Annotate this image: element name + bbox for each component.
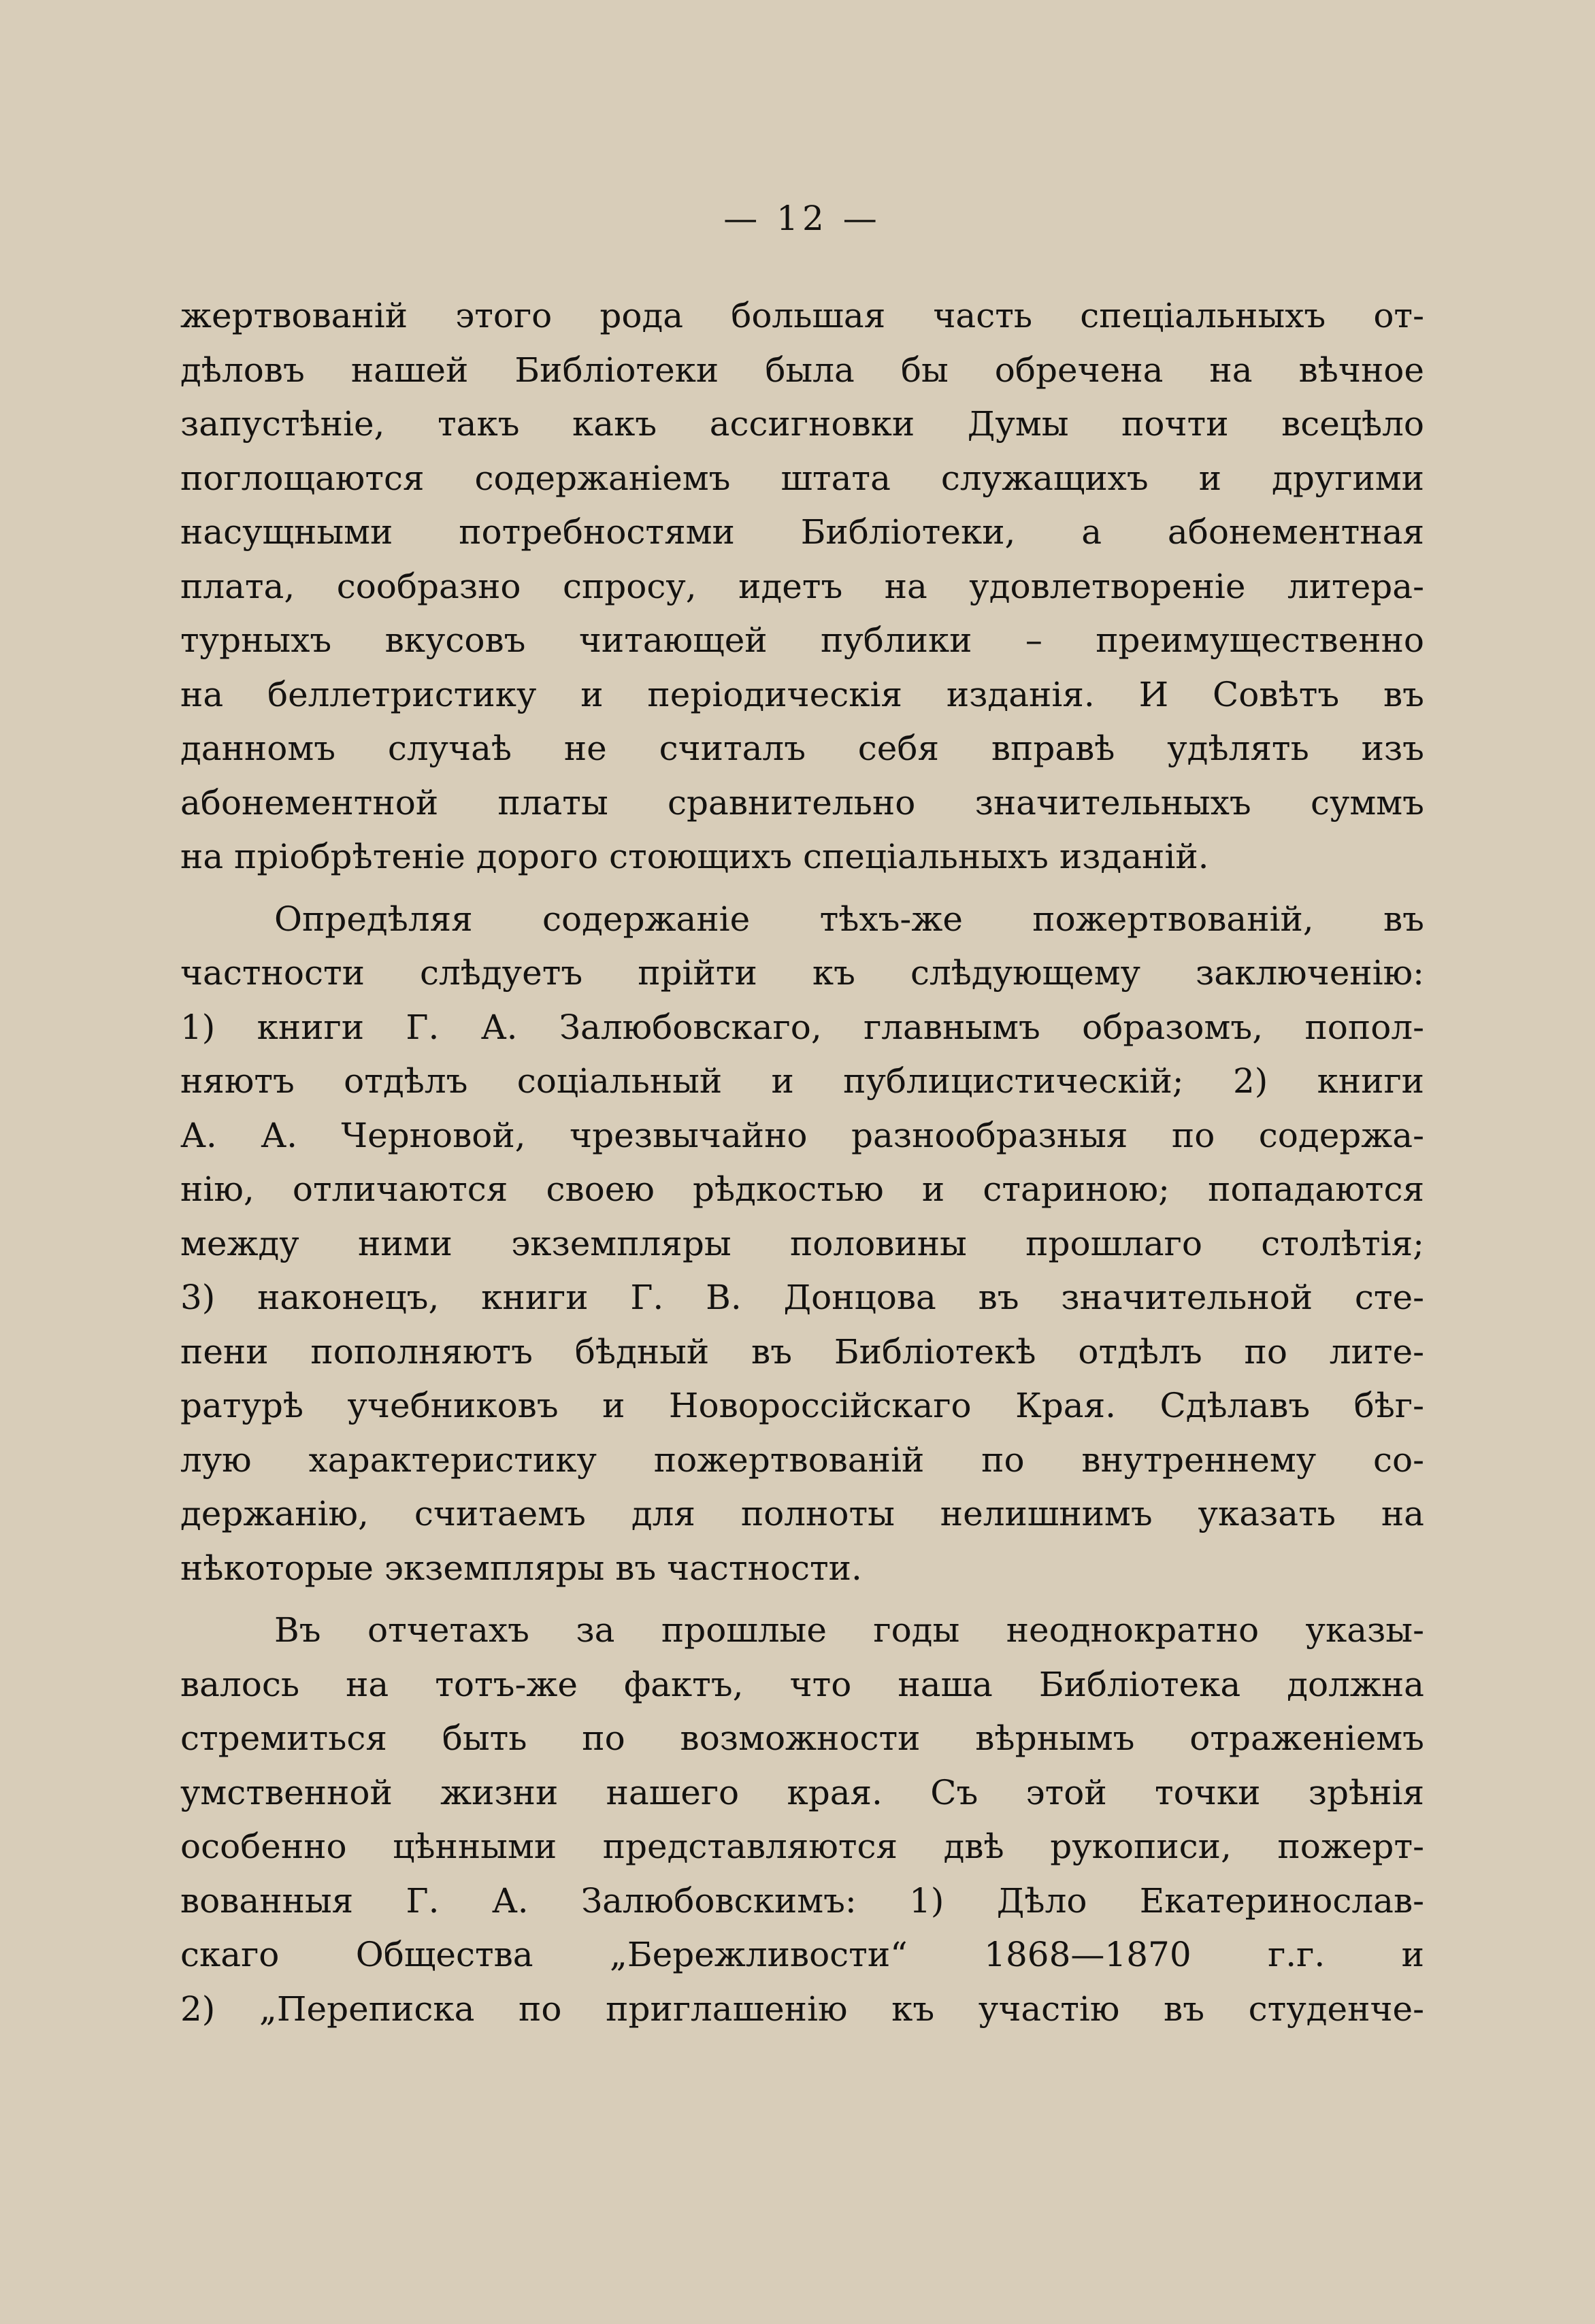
text-line: жертвованій этого рода большая часть спеціальныхъ от- [180,296,1424,335]
paragraph-2 [180,893,1424,1596]
text-line: плата, сообразно спросу, идетъ на удовлетвореніе литера- [180,566,1424,606]
text-line: Опредѣляя содержаніе тѣхъ-же пожертвованій, въ [274,899,1424,939]
body-text [180,289,1424,2036]
text-line: няютъ отдѣлъ соціальный и публицистическій; 2) книги [180,1061,1424,1101]
text-line: абонементной платы сравнительно значительныхъ суммъ [180,782,1424,823]
text-line: вованныя Г. А. Залюбовскимъ: 1) Дѣло Екатеринослав- [180,1880,1424,1921]
text-line: лую характеристику пожертвованій по внутреннему со- [180,1440,1424,1480]
text-line: 2) „Переписка по приглашенію къ участію въ студенче- [180,1989,1424,2029]
text-line: турныхъ вкусовъ читающей публики – преимущественно [180,620,1424,660]
text-line: запустѣніе, такъ какъ ассигновки Думы почти всецѣло [180,404,1424,444]
text-line: между ними экземпляры половины прошлаго столѣтія; [180,1223,1424,1263]
text-line: дѣловъ нашей Библіотеки была бы обречена на вѣчное [180,350,1424,390]
text-line: умственной жизни нашего края. Съ этой точки зрѣнія [180,1772,1424,1812]
text-line: особенно цѣнными представляются двѣ рукописи, пожерт- [180,1827,1424,1866]
text-line: данномъ случаѣ не считалъ себя вправѣ удѣлять изъ [180,729,1424,768]
paragraph-1 [180,289,1424,884]
text-line: ратурѣ учебниковъ и Новороссійскаго Края. Сдѣлавъ бѣг- [180,1386,1424,1425]
page-number: — 12 — [723,199,881,238]
paragraph-3 [180,1604,1424,2036]
text-line: держанію, считаемъ для полноты нелишнимъ указать на [180,1494,1424,1533]
text-line: на беллетристику и періодическія изданія. И Совѣтъ въ [180,674,1424,714]
book-page [180,0,1424,2324]
text-line: насущными потребностями Библіотеки, а абонементная [180,512,1424,552]
text-line: поглощаются содержаніемъ штата служащихъ и другими [180,458,1424,498]
text-line: 1) книги Г. А. Залюбовскаго, главнымъ образомъ, попол- [180,1007,1424,1047]
text-line: стремиться быть по возможности вѣрнымъ отраженіемъ [180,1719,1424,1758]
text-line: валось на тотъ-же фактъ, что наша Библіотека должна [180,1664,1424,1704]
text-line: Въ отчетахъ за прошлые годы неоднократно указы- [274,1610,1424,1650]
text-line: скаго Общества „Бережливости“ 1868—1870 г.г. и [180,1935,1424,1974]
text-line: на пріобрѣтеніе дорого стоющихъ спеціальныхъ изданій. [180,837,1209,876]
text-line: 3) наконецъ, книги Г. В. Донцова въ значительной сте- [180,1278,1424,1317]
text-line: А. А. Черновой, чрезвычайно разнообразныя по содержа- [180,1115,1424,1155]
text-line: нѣкоторые экземпляры въ частности. [180,1548,862,1588]
text-line: пени пополняютъ бѣдный въ Библіотекѣ отдѣлъ по лите- [180,1331,1424,1372]
text-line: нію, отличаются своею рѣдкостью и стариною; попадаются [180,1169,1424,1209]
text-line: частности слѣдуетъ прійти къ слѣдующему заключенію: [180,953,1424,993]
